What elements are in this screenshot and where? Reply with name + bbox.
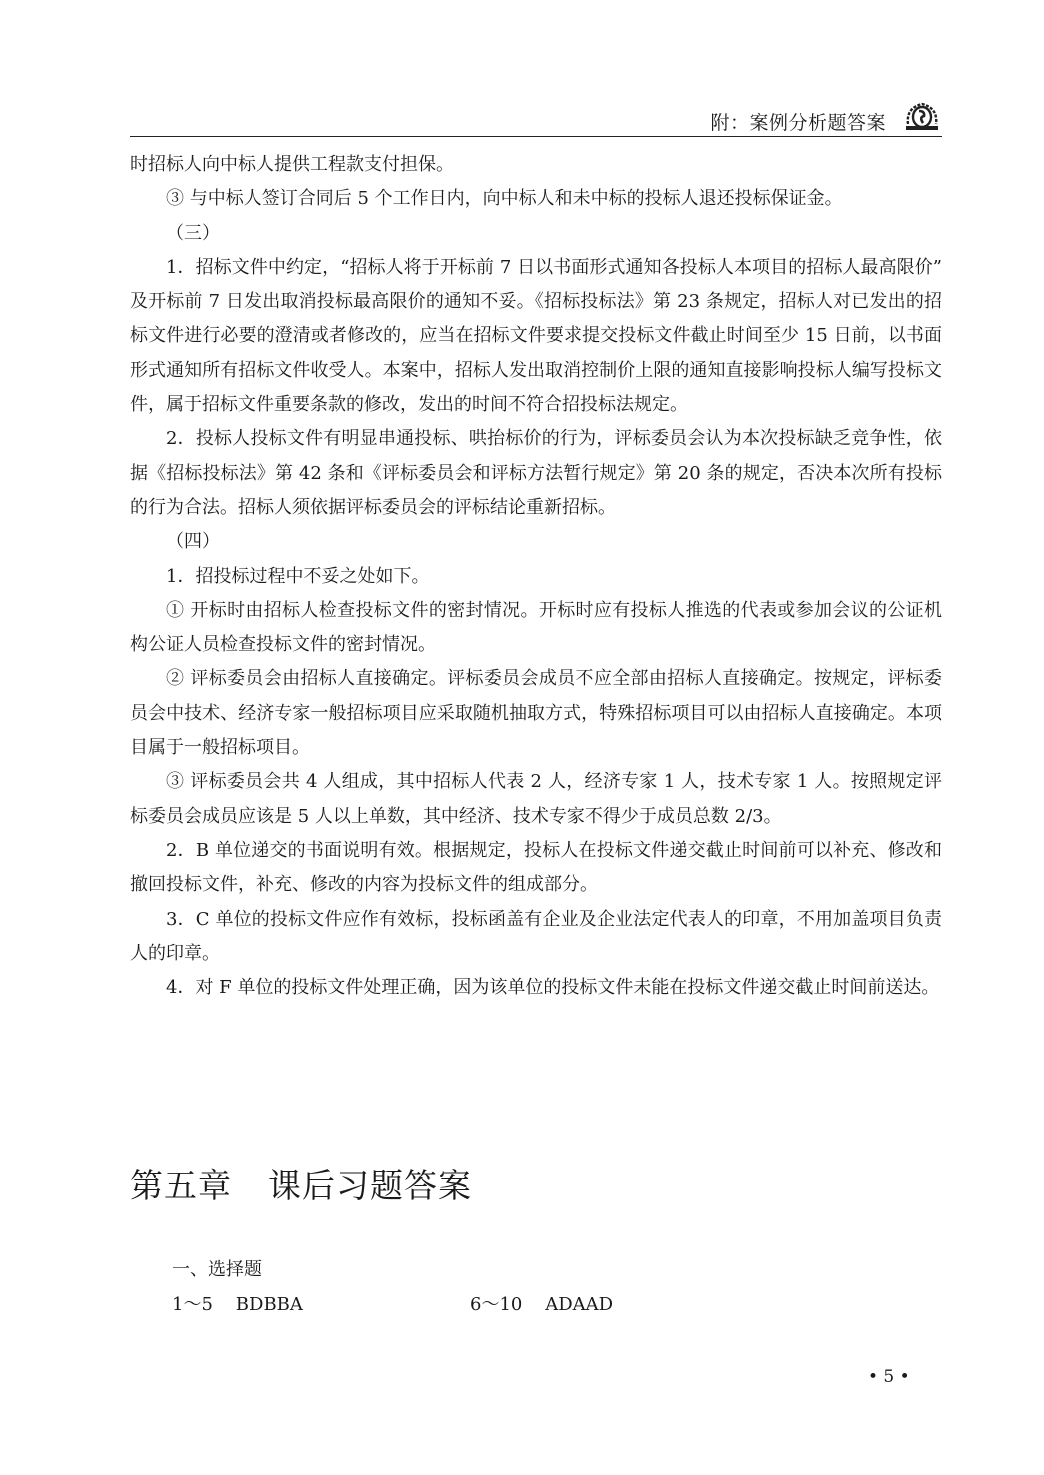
- header-title: 附：案例分析题答案: [710, 112, 886, 134]
- body-text: [130, 148, 942, 1005]
- page-number: • 5 •: [868, 1367, 910, 1387]
- exercise-section-label: 一、选择题: [172, 1259, 262, 1280]
- page-header: [130, 96, 942, 137]
- paragraph: 时招标人向中标人提供工程款支付担保。: [130, 154, 454, 175]
- paragraph: ③ 评标委员会共 4 人组成，其中招标人代表 2 人，经济专家 1 人，技术专家 1 人。按照规定评标委员会成员应该是 5 人以上单数，其中经济、技术专家不得少于成员总数 2/3。: [130, 771, 942, 827]
- paragraph: ② 评标委员会由招标人直接确定。评标委员会成员不应全部由招标人直接确定。按规定，评标委员会中技术、经济专家一般招标项目应采取随机抽取方式，特殊招标项目可以由招标人直接确定。本项目属于一般招标项目。: [130, 668, 942, 759]
- paragraph: 3．C 单位的投标文件应作有效标，投标函盖有企业及企业法定代表人的印章，不用加盖项目负责人的印章。: [130, 908, 942, 964]
- paragraph: 1．招标文件中约定，“招标人将于开标前 7 日以书面形式通知各投标人本项目的招标人最高限价” 及开标前 7 日发出取消投标最高限价的通知不妥。《招标投标法》第 23 条规定，招标人对已发出的招标文件进行必要的澄清或者修改的，应当在招标文件要求提交投标文件截止时间至少 15 日前，以书面形式通知所有招标文件收受人。本案中，招标人发出取消控制价上限的通知直接影响投标人编写投标文件，属于招标文件重要条款的修改，发出的时间不符合招投标法规定。: [130, 256, 942, 416]
- paragraph: ① 开标时由招标人检查投标文件的密封情况。开标时应有投标人推选的代表或参加会议的公证机构公证人员检查投标文件的密封情况。: [130, 599, 942, 656]
- paragraph: 4．对 F 单位的投标文件处理正确，因为该单位的投标文件未能在投标文件递交截止时间前送达。: [166, 977, 940, 999]
- answer-letters: BDBBA: [235, 1294, 303, 1315]
- answer-range: 6～10: [470, 1294, 523, 1315]
- paragraph: 2．投标人投标文件有明显串通投标、哄抬标价的行为，评标委员会认为本次投标缺乏竞争性，依据《招标投标法》第 42 条和《评标委员会和评标方法暂行规定》第 20 条的规定，否决本次所有投标的行为合法。招标人须依据评标委员会的评标结论重新招标。: [130, 428, 942, 518]
- answer-group: [470, 1290, 613, 1316]
- section-heading: （四）: [166, 531, 220, 553]
- publisher-logo-icon: [902, 98, 942, 134]
- paragraph: ③ 与中标人签订合同后 5 个工作日内，向中标人和未中标的投标人退还投标保证金。: [166, 188, 843, 210]
- paragraph: 1．招投标过程中不妥之处如下。: [166, 565, 430, 587]
- chapter-name: 课后习题答案: [268, 1166, 472, 1205]
- chapter-number: 第五章: [130, 1166, 232, 1205]
- answer-letters: ADAAD: [545, 1294, 614, 1315]
- section-heading: （三）: [166, 222, 220, 244]
- chapter-title: [130, 1160, 472, 1207]
- paragraph: 2．B 单位递交的书面说明有效。根据规定，投标人在投标文件递交截止时间前可以补充、修改和撤回投标文件，补充、修改的内容为投标文件的组成部分。: [130, 839, 942, 896]
- answer-group: [172, 1290, 303, 1316]
- answer-range: 1～5: [172, 1294, 213, 1315]
